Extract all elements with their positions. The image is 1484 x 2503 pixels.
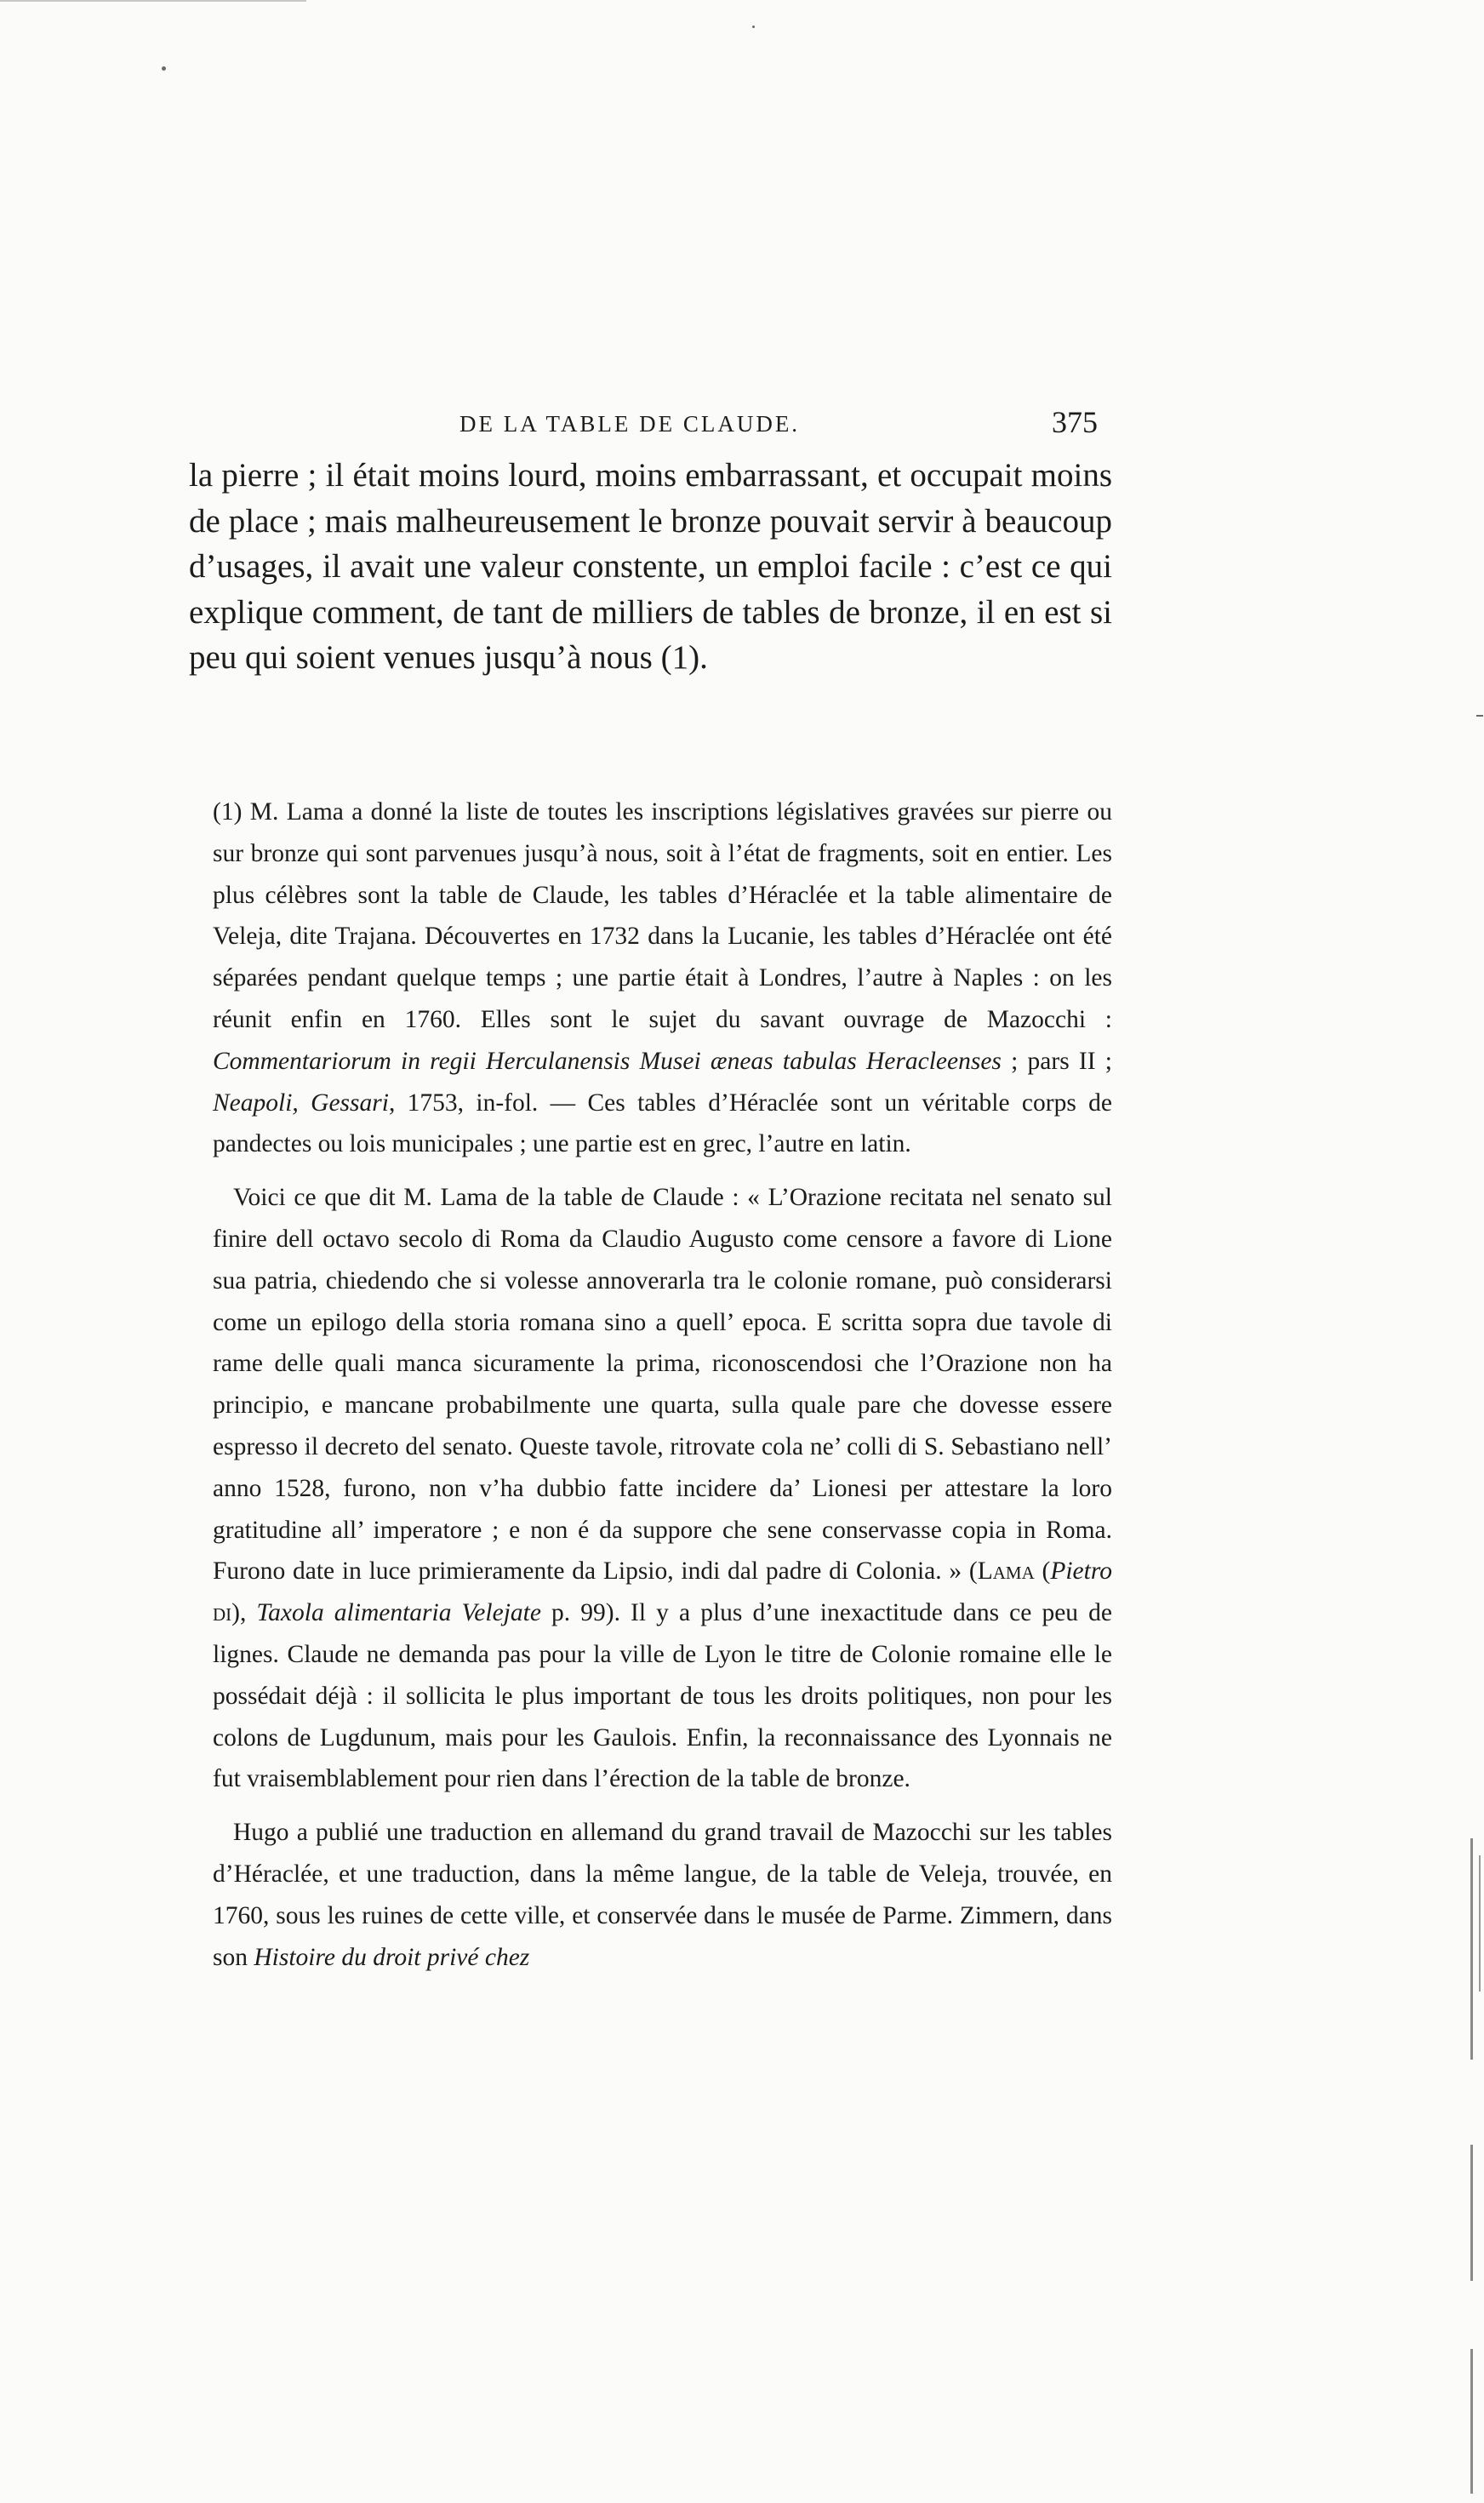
scan-mark bbox=[1479, 1855, 1481, 1992]
scan-mark bbox=[162, 66, 166, 71]
scan-mark bbox=[1470, 2145, 1473, 2281]
scan-mark bbox=[1476, 715, 1483, 717]
running-head bbox=[187, 404, 1115, 455]
scan-mark bbox=[0, 0, 306, 2]
author-particle: di bbox=[213, 1599, 232, 1627]
footnote-text: ( bbox=[1034, 1557, 1051, 1586]
book-title: Commentariorum in regii Herculanensis Musei æneas tabulas Heracleenses bbox=[213, 1047, 1002, 1075]
page-number: 375 bbox=[1052, 405, 1098, 439]
publisher: Neapoli, Gessari bbox=[213, 1089, 389, 1117]
footnote-paragraph-2 bbox=[213, 1177, 1112, 1800]
running-title: DE LA TABLE DE CLAUDE. bbox=[459, 411, 801, 437]
footnote-paragraph-1 bbox=[213, 791, 1112, 1165]
footnote-text: ; pars II ; bbox=[1001, 1047, 1112, 1075]
scan-mark bbox=[752, 26, 755, 28]
footnote-paragraph-3 bbox=[213, 1812, 1112, 1978]
author-name: Lama bbox=[977, 1557, 1035, 1586]
footnote-text: ), bbox=[231, 1599, 257, 1627]
footnote-text: Hugo a publié une traduction en allemand du grand travail de Mazocchi sur les tables d’Héraclée, et une traduction, dans la même langue, de la table de Veleja, trouvée, en 1760, sous les ruines de cette ville, et conservée dans le musée de Parme. Zimmern, dans son bbox=[213, 1819, 1112, 1971]
footnote bbox=[213, 791, 1112, 1990]
author-forename: Pietro bbox=[1050, 1557, 1112, 1586]
footnote-text: , 1753, in-fol. — Ces tables d’Héraclée sont un véritable corps de pandectes ou lois municipales ; une partie est en grec, l’autre en latin. bbox=[213, 1089, 1113, 1158]
footnote-text: p. 99). Il y a plus d’une inexactitude dans ce peu de lignes. Claude ne demanda pas pour la ville de Lyon le titre de Colonie romaine elle le possédait déjà : il sollicita le plus important de tous les droits politiques, non pour les colons de Lugdunum, mais pour les Gaulois. Enfin, la reconnaissance des Lyonnais ne fut vraisemblablement pour rien dans l’érection de la table de bronze. bbox=[213, 1599, 1112, 1793]
footnote-text: (1) M. Lama a donné la liste de toutes les inscriptions législatives gravées sur pierre ou sur bronze qui sont parvenues jusqu’à nous, soit à l’état de fragments, soit en entier. Les plus célèbres sont la table de Claude, les tables d’Héraclée et la table alimentaire de Veleja, dite Trajana. Découvertes en 1732 dans la Lucanie, les tables d’Héraclée ont été séparées pendant quelque temps ; une partie était à Londres, l’autre à Naples : on les réunit enfin en 1760. Elles sont le sujet du savant ouvrage de Mazocchi : bbox=[213, 798, 1112, 1033]
scan-mark bbox=[1470, 1838, 1473, 2060]
scan-mark bbox=[1470, 2349, 1473, 2494]
main-paragraph: la pierre ; il était moins lourd, moins embarrassant, et occupait moins de place ; mais malheureusement le bronze pouvait servir à beaucoup d’usages, il avait une valeur constente, un emploi facile : c’est ce qui explique comment, de tant de milliers de tables de bronze, il en est si peu qui soient venues jusqu’à nous (1). bbox=[189, 457, 1112, 676]
footnote-text: Voici ce que dit M. Lama de la table de Claude : « L’Orazione recitata nel senato sul finire dell octavo secolo di Roma da Claudio Augusto come censore a favore di Lione sua patria, chiedendo che si volesse annoverarla tra le colonie romane, può considerarsi come un epilogo della storia romana sino a quell’ epoca. E scritta sopra due tavole di rame delle quali manca sicuramente la prima, riconoscendosi che l’Orazione non ha principio, e mancane probabilmente une quarta, sulla quale pare che dovesse essere espresso il decreto del senato. Queste tavole, ritrovate cola ne’ colli di S. Sebastiano nell’ anno 1528, furono, non v’ha dubbio fatte incidere da’ Lionesi per attestare la loro gratitudine all’ imperatore ; e non é da suppore che sene conservasse copia in Roma. Furono date in luce primieramente da Lipsio, indi dal padre di Colonia. » ( bbox=[213, 1184, 1112, 1586]
book-title: Taxola alimentaria Velejate bbox=[256, 1599, 541, 1627]
book-title: Histoire du droit privé chez bbox=[254, 1943, 530, 1971]
